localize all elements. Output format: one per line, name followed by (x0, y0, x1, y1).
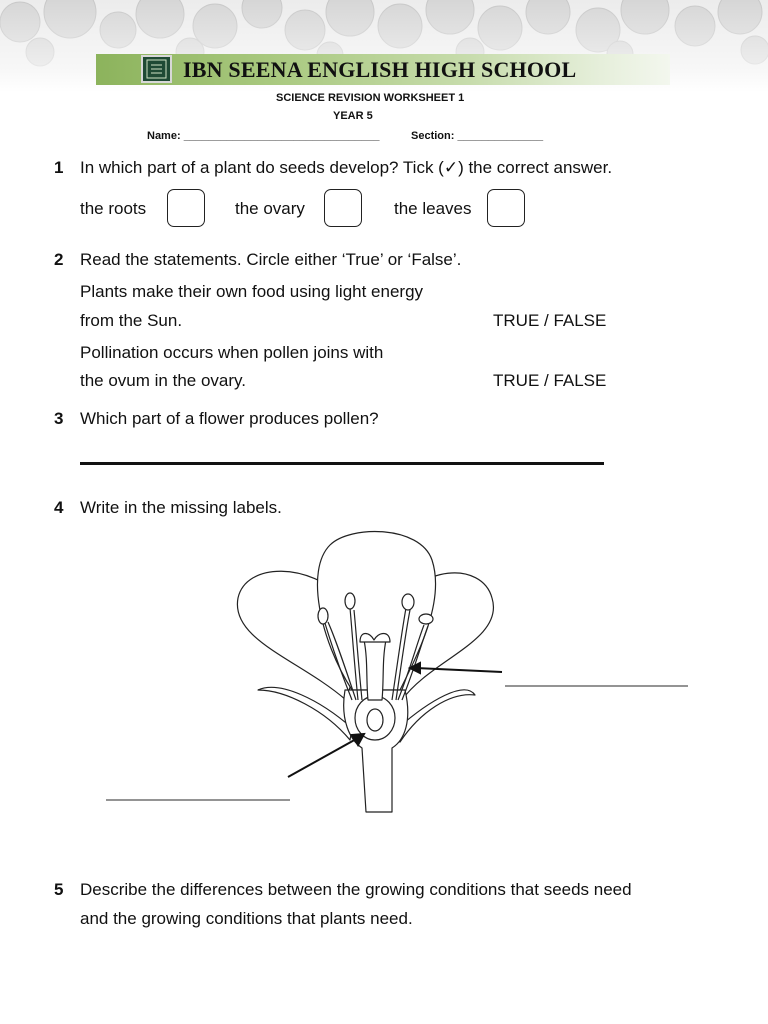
q1-option-label: the leaves (394, 199, 472, 218)
q1-text: In which part of a plant do seeds develop? Tick (✓) the correct answer. (80, 158, 613, 177)
flower-cross-section-diagram (100, 525, 700, 825)
tick-box-roots[interactable] (167, 189, 205, 227)
statement-2-true-false[interactable]: TRUE / FALSE (493, 371, 607, 390)
q3-answer-line[interactable] (80, 462, 604, 465)
school-crest-icon (141, 55, 172, 83)
statement-2-line2: the ovum in the ovary. (80, 371, 246, 390)
ovule (367, 709, 383, 731)
section-field[interactable] (411, 130, 543, 142)
q5-text-line1: Describe the differences between the growing conditions that seeds need (80, 880, 632, 899)
statement-1-line2: from the Sun. (80, 311, 183, 330)
name-label: Name: (147, 130, 181, 142)
statement-2-line1: Pollination occurs when pollen joins with (80, 343, 384, 362)
q5-text-line2: and the growing conditions that plants need. (80, 909, 413, 928)
q2-text: Read the statements. Circle either ‘True’ or ‘False’. (80, 250, 462, 269)
school-name: IBN SEENA ENGLISH HIGH SCHOOL (183, 57, 577, 82)
statement-1-line1: Plants make their own food using light energy (80, 282, 424, 301)
sepal-right (398, 690, 475, 742)
year-label: YEAR 5 (333, 110, 373, 122)
section-label: Section: (411, 130, 455, 142)
style (364, 640, 386, 700)
q5-number: 5 (54, 880, 64, 899)
sepal-left (258, 687, 352, 740)
q4-number: 4 (54, 498, 64, 517)
q1-number: 1 (54, 158, 64, 177)
tick-box-ovary[interactable] (324, 189, 362, 227)
name-blank: ________________________________ (183, 130, 380, 142)
name-field[interactable] (147, 130, 379, 142)
q2-number: 2 (54, 250, 64, 269)
statement-1-true-false[interactable]: TRUE / FALSE (493, 311, 607, 330)
tick-box-leaves[interactable] (487, 189, 525, 227)
q1-option-label: the ovary (235, 199, 305, 218)
q4-text: Write in the missing labels. (80, 498, 282, 517)
section-blank: ______________ (457, 130, 544, 142)
worksheet-title: SCIENCE REVISION WORKSHEET 1 (276, 92, 465, 104)
q1-option-label: the roots (80, 199, 147, 218)
q3-number: 3 (54, 409, 64, 428)
q3-text: Which part of a flower produces pollen? (80, 409, 379, 428)
